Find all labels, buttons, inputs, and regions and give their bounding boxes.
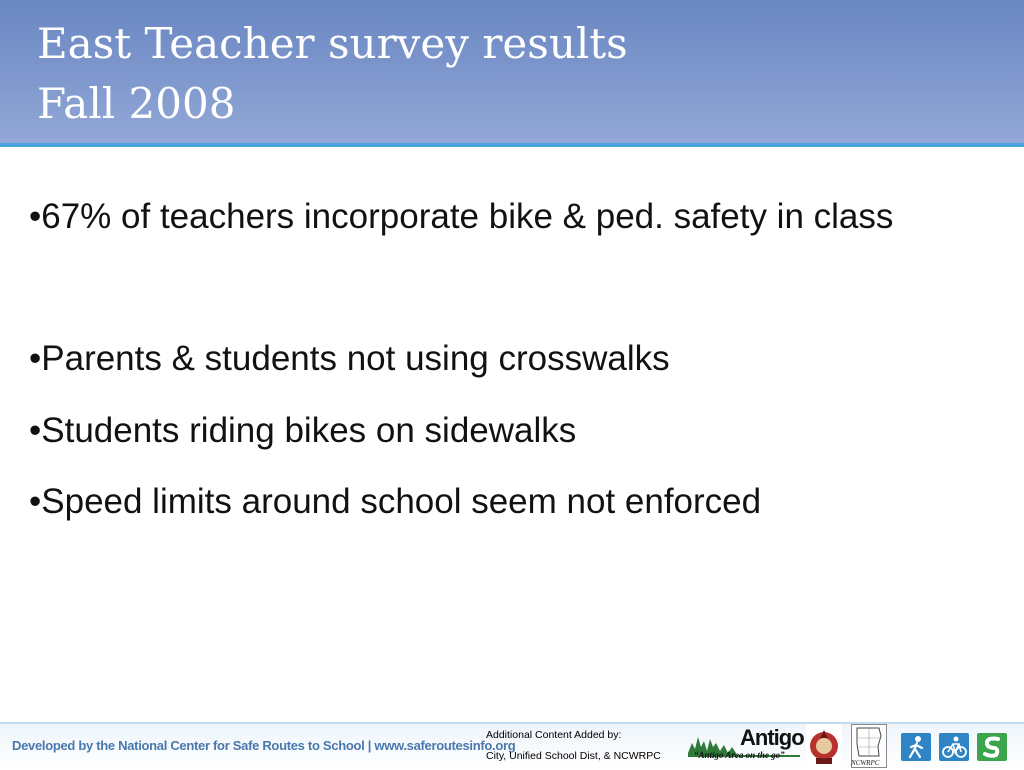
slide-subtitle: Fall 2008 (37, 79, 236, 128)
bicycle-icon (939, 733, 969, 761)
safe-routes-s-icon (977, 733, 1007, 761)
antigo-name: Antigo (740, 725, 804, 750)
developed-by-text: Developed by the National Center for Safe Routes to School | www.saferoutesinfo.org (12, 738, 516, 753)
slide-title: East Teacher survey results (37, 19, 628, 68)
credits-heading: Additional Content Added by: (486, 729, 622, 741)
bullet-item: •Students riding bikes on sidewalks (29, 411, 577, 450)
walking-person-icon (901, 733, 931, 761)
bullet-item: •Speed limits around school seem not enforced (29, 482, 762, 521)
school-mascot-seal (806, 724, 842, 768)
title-divider (0, 143, 1024, 147)
antigo-tagline: “Antigo Area on the go” (694, 750, 785, 760)
bullet-item: •67% of teachers incorporate bike & ped. safety in class (29, 197, 894, 236)
ncwrpc-label: NCWRPC (851, 759, 880, 767)
bullet-item: •Parents & students not using crosswalks (29, 339, 670, 378)
credits-names: City, Unified School Dist, & NCWRPC (486, 750, 661, 762)
